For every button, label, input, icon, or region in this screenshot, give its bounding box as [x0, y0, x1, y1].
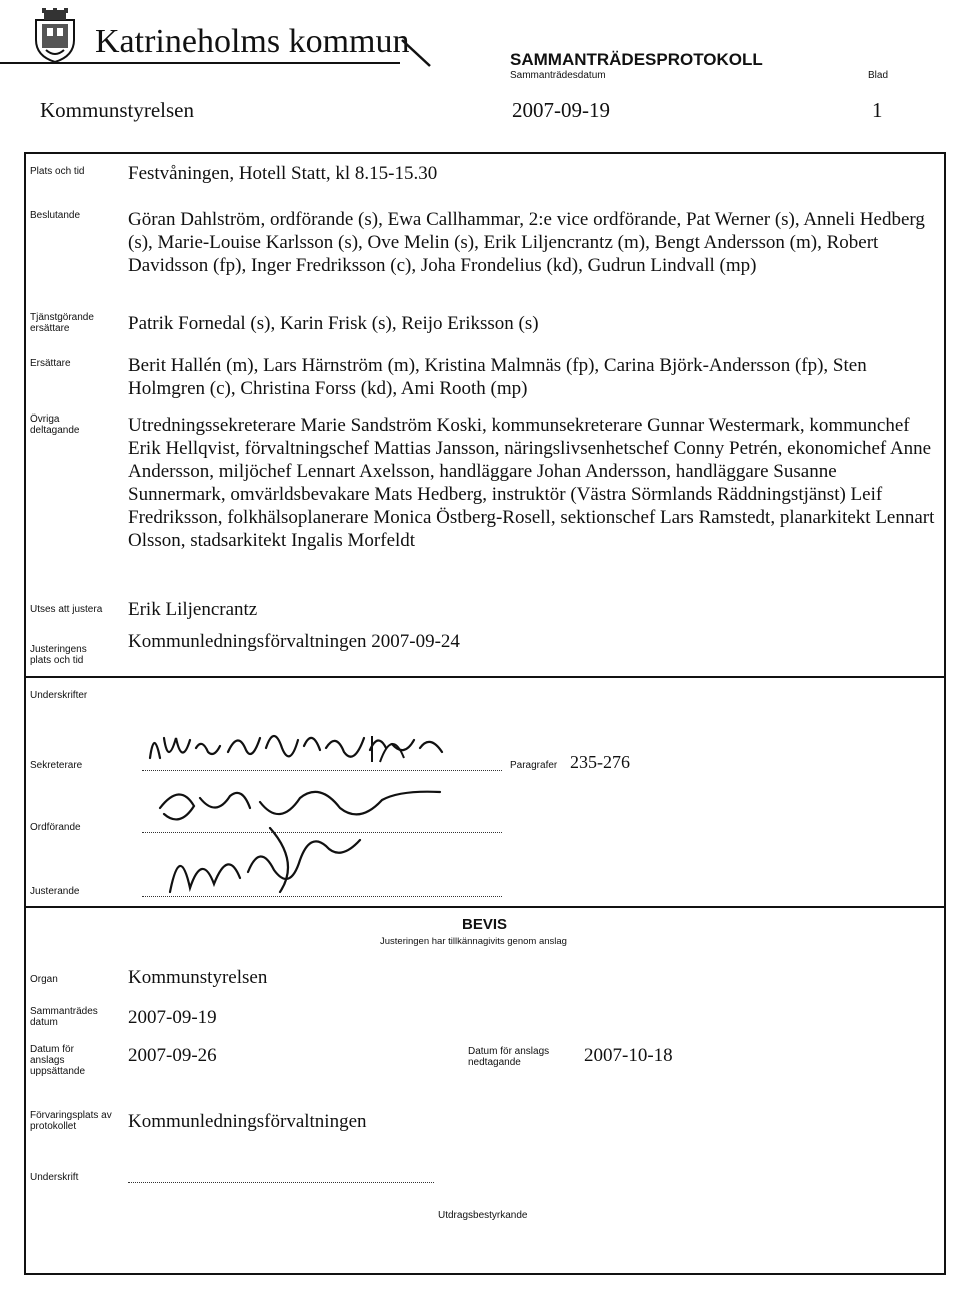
secretary-signature — [142, 718, 472, 774]
body-name: Kommunstyrelsen — [40, 98, 194, 122]
page-number: 1 — [872, 98, 883, 122]
value-meeting-date: 2007-09-19 — [128, 1007, 217, 1028]
label-substitutes: Ersättare — [30, 358, 71, 369]
label-meeting-date: Sammanträdes datum — [30, 1006, 98, 1028]
signatures-divider — [24, 676, 946, 678]
date-label: Sammanträdesdatum — [510, 70, 606, 81]
label-certifier: Utdragsbestyrkande — [438, 1210, 528, 1221]
label-adjuster: Utses att justera — [30, 604, 103, 615]
municipality-name: Katrineholms kommun — [95, 23, 410, 60]
label-chair: Ordförande — [30, 822, 81, 833]
label-signatures: Underskrifter — [30, 690, 88, 701]
value-storage: Kommunledningsförvaltningen — [128, 1111, 367, 1132]
label-organ: Organ — [30, 974, 58, 985]
value-removed-date: 2007-10-18 — [584, 1045, 673, 1066]
label-other-participants: Övriga deltagande — [30, 414, 80, 436]
page-label: Blad — [868, 70, 889, 81]
bevis-subtitle: Justeringen har tillkännagivits genom anslag — [380, 936, 567, 947]
coat-of-arms-logo — [32, 6, 78, 64]
label-secretary: Sekreterare — [30, 760, 83, 771]
value-adjustment-place-time: Kommunledningsförvaltningen 2007-09-24 — [128, 631, 460, 652]
frame-top — [24, 152, 946, 154]
bevis-title: BEVIS — [462, 916, 508, 933]
label-place-time: Plats och tid — [30, 166, 85, 177]
label-signature: Underskrift — [30, 1172, 79, 1183]
frame-left — [24, 152, 26, 1275]
label-adjustment-place-time: Justeringens plats och tid — [30, 644, 87, 666]
document-type: SAMMANTRÄDESPROTOKOLL — [510, 50, 763, 69]
value-serving-substitutes: Patrik Fornedal (s), Karin Frisk (s), Reijo Eriksson (s) — [128, 313, 539, 334]
value-decision-makers: Göran Dahlström, ordförande (s), Ewa Callhammar, 2:e vice ordförande, Pat Werner (s), Anneli Hedberg (s), Marie-Louise Karlsson (s), Ove Melin (s), Erik Liljencrantz (m), Bengt Andersson (m), Robert Davidsson (fp), Inger Fredriksson (c), Joha Frondelius (kd), Gudrun Lindvall (mp) — [128, 209, 925, 276]
label-storage: Förvaringsplats av protokollet — [30, 1110, 112, 1132]
header-rule — [0, 62, 400, 64]
logo-slash-mark — [398, 38, 434, 68]
meeting-date: 2007-09-19 — [512, 98, 610, 122]
value-substitutes: Berit Hallén (m), Lars Härnström (m), Kristina Malmnäs (fp), Carina Björk-Andersson (fp), Sten Holmgren (c), Christina Forss (kd), Ami Rooth (mp) — [128, 355, 867, 399]
value-adjuster: Erik Liljencrantz — [128, 599, 258, 620]
signature-line — [128, 1182, 434, 1183]
label-removed-date: Datum för anslags nedtagande — [468, 1046, 550, 1068]
label-posted-date: Datum för anslags uppsättande — [30, 1044, 86, 1077]
label-serving-substitutes: Tjänstgörande ersättare — [30, 312, 94, 334]
frame-bottom — [24, 1273, 946, 1275]
label-adjuster-signature: Justerande — [30, 886, 80, 897]
value-organ: Kommunstyrelsen — [128, 967, 268, 988]
value-place-time: Festvåningen, Hotell Statt, kl 8.15-15.30 — [128, 163, 438, 184]
paragraphs-value: 235-276 — [570, 752, 630, 772]
label-paragraphs: Paragrafer — [510, 760, 558, 771]
frame-right — [944, 152, 946, 1275]
bevis-divider — [24, 906, 946, 908]
value-other-participants: Utredningssekreterare Marie Sandström Koski, kommunsekreterare Gunnar Westermark, kommunchef Erik Hellqvist, förvaltningschef Mattias Jansson, näringslivsenhetschef Conny Petrén, ekonomichef Anne Andersson, miljöchef Lennart Axelsson, handläggare Johan Andersson, handläggare Susanne Sunnermark, omvärldsbevakare Mats Hedberg, instruktör (Västra Sörmlands Räddningstjänst) Leif Fredriksson, folkhälsoplanerare Monica Östberg-Rosell, sektionschef Lars Ramstedt, planarkitekt Lennart Olsson, stadsarkitekt Ingalis Morfeldt — [128, 415, 935, 551]
adjuster-signature — [150, 822, 450, 902]
label-decision-makers: Beslutande — [30, 210, 81, 221]
value-posted-date: 2007-09-26 — [128, 1045, 217, 1066]
